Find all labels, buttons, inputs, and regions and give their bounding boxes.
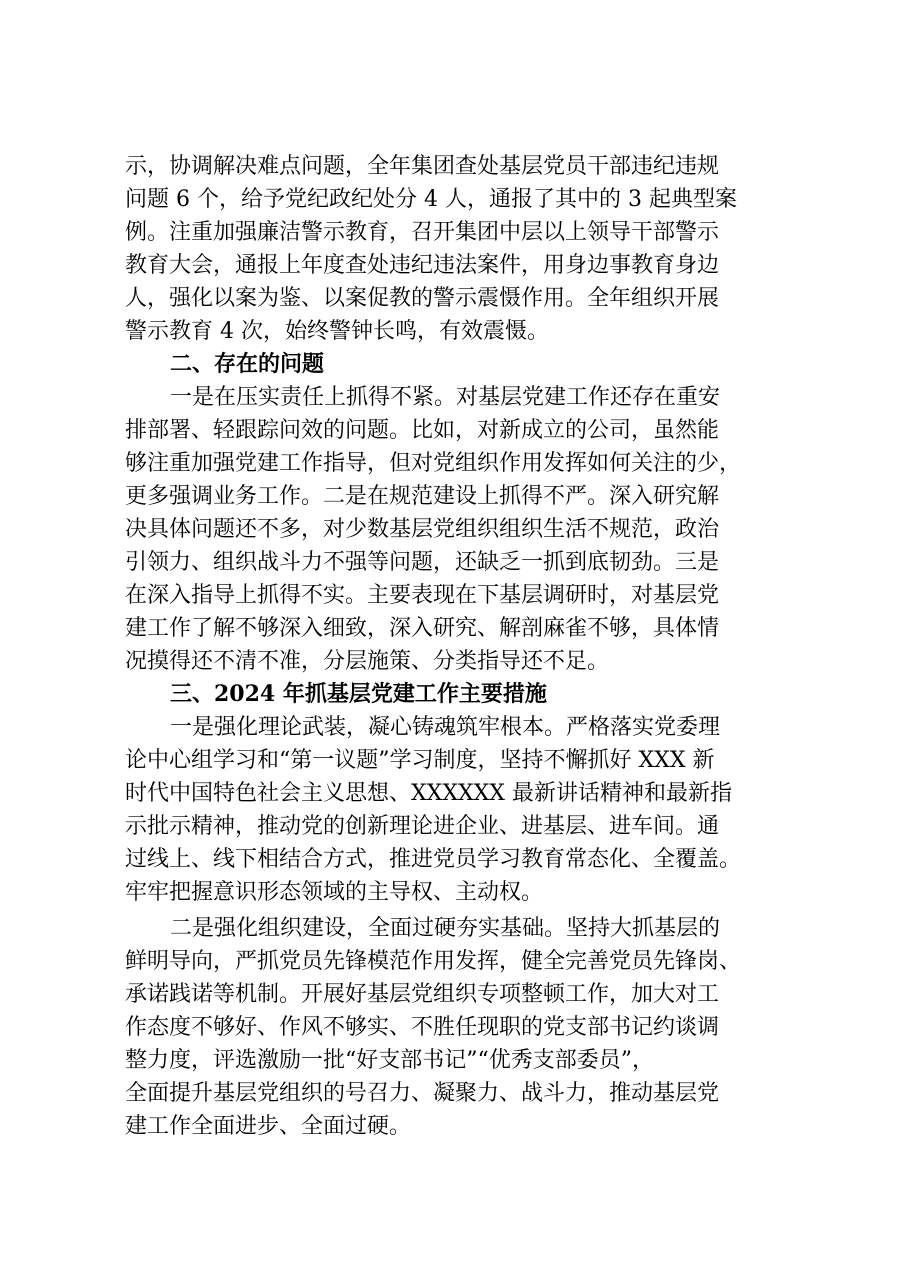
text-line: 一是强化理论武装，凝心铸魂筑牢根本。严格落实党委理: [170, 715, 721, 740]
text-line: 决具体问题还不多，对少数基层党组织组织生活不规范，政治: [125, 517, 720, 542]
text-line: 一是在压实责任上抓得不紧。对基层党建工作还存在重安: [170, 385, 721, 410]
section-heading: 二、存在的问题: [170, 351, 325, 377]
text-line: 建工作了解不够深入细致，深入研究、解剖麻雀不够，具体情: [125, 616, 720, 641]
text-line: 全面提升基层党组织的号召力、凝聚力、战斗力，推动基层党: [125, 1081, 720, 1106]
text-line: 时代中国特色社会主义思想、XXXXXX 最新讲话精神和最新指: [125, 781, 732, 806]
text-line: 在深入指导上抓得不实。主要表现在下基层调研时，对基层党: [125, 583, 720, 608]
text-line: 引领力、组织战斗力不强等问题，还缺乏一抓到底韧劲。三是: [125, 550, 720, 575]
text-line: 排部署、轻跟踪问效的问题。比如，对新成立的公司，虽然能: [125, 418, 720, 443]
text-line: 鲜明导向，严抓党员先锋模范作用发挥，健全完善党员先锋岗、: [125, 949, 742, 974]
text-line: 示，协调解决难点问题，全年集团查处基层党员干部违纪违规: [125, 154, 720, 179]
section-heading: 三、2024 年抓基层党建工作主要措施: [170, 681, 547, 707]
text-line: 人，强化以案为鉴、以案促教的警示震慑作用。全年组织开展: [125, 286, 720, 311]
text-line: 过线上、线下相结合方式，推进党员学习教育常态化、全覆盖。: [125, 847, 742, 872]
text-line: 够注重加强党建工作指导，但对党组织作用发挥如何关注的少，: [125, 451, 742, 476]
text-line: 更多强调业务工作。二是在规范建设上抓得不严。深入研究解: [125, 484, 720, 509]
text-line: 况摸得还不清不准，分层施策、分类指导还不足。: [125, 649, 610, 674]
text-line: 牢牢把握意识形态领域的主导权、主动权。: [125, 880, 544, 905]
text-line: 示批示精神，推动党的创新理论进企业、进基层、进车间。通: [125, 814, 720, 839]
text-line: 承诺践诺等机制。开展好基层党组织专项整顿工作，加大对工: [125, 982, 720, 1007]
text-line: 作态度不够好、作风不够实、不胜任现职的党支部书记约谈调: [125, 1015, 720, 1040]
text-line: 论中心组学习和“第一议题”学习制度，坚持不懈抓好 XXX 新: [125, 748, 715, 773]
text-line: 问题 6 个，给予党纪政纪处分 4 人，通报了其中的 3 起典型案: [125, 187, 737, 212]
text-line: 警示教育 4 次，始终警钟长鸣，有效震慑。: [125, 319, 549, 344]
text-line: 整力度，评选激励一批“好支部书记”“优秀支部委员”，: [125, 1048, 654, 1073]
text-line: 教育大会，通报上年度查处违纪违法案件，用身边事教育身边: [125, 253, 720, 278]
text-line: 建工作全面进步、全面过硬。: [125, 1114, 412, 1139]
text-line: 二是强化组织建设，全面过硬夯实基础。坚持大抓基层的: [170, 916, 721, 941]
text-line: 例。注重加强廉洁警示教育，召开集团中层以上领导干部警示: [125, 220, 720, 245]
